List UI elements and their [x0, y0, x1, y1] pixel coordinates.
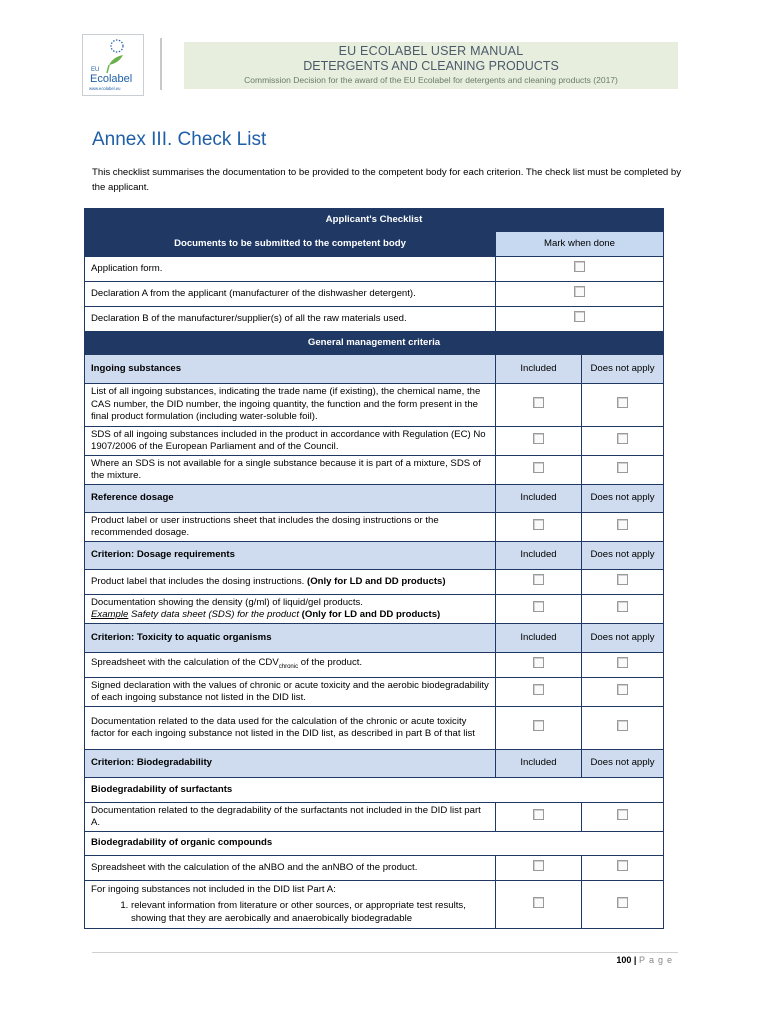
checkbox-not-apply[interactable]: [617, 897, 628, 908]
footer-separator: |: [633, 955, 637, 965]
ref-dosage-header: Reference dosage: [85, 485, 496, 513]
checkbox-not-apply[interactable]: [617, 860, 628, 871]
table-title-row: [85, 209, 664, 232]
checkbox-not-apply[interactable]: [617, 684, 628, 695]
row-label: Spreadsheet with the calculation of the aNBO and the anNBO of the product.: [85, 856, 496, 881]
checkbox-included[interactable]: [533, 397, 544, 408]
checkbox-included[interactable]: [533, 462, 544, 473]
checkbox-not-apply[interactable]: [617, 397, 628, 408]
checkbox-included[interactable]: [533, 809, 544, 820]
checkbox-included[interactable]: [533, 657, 544, 668]
row-label: Product label that includes the dosing instructions. (Only for LD and DD products): [85, 570, 496, 595]
checkbox-included[interactable]: [533, 519, 544, 530]
checkbox[interactable]: [574, 311, 585, 322]
biodegradability-header: Criterion: Biodegradability: [85, 750, 496, 778]
checkbox-not-apply[interactable]: [617, 720, 628, 731]
not-apply-header: Does not apply: [582, 624, 664, 653]
toxicity-header: Criterion: Toxicity to aquatic organisms: [85, 624, 496, 653]
footer-divider: [92, 952, 678, 953]
row-label: List of all ingoing substances, indicating the trade name (if existing), the chemical name, the CAS number, the DID number, the ingoing quantity, the function and the form present in the final product formulation (including water-soluble foil).: [85, 384, 496, 427]
page-footer: [616, 955, 676, 965]
row-label: Declaration B of the manufacturer/supplier(s) of all the raw materials used.: [85, 307, 496, 332]
table-row: [85, 707, 664, 750]
table-row: [85, 513, 664, 542]
checkbox[interactable]: [574, 261, 585, 272]
included-header: Included: [496, 542, 582, 570]
table-title: Applicant's Checklist: [85, 209, 664, 232]
included-header: Included: [496, 624, 582, 653]
row-label: SDS of all ingoing substances included in the product in accordance with Regulation (EC) No 1907/2006 of the European Parliament and of the Council.: [85, 427, 496, 456]
group-row: [85, 778, 664, 803]
included-header: Included: [496, 485, 582, 513]
row-label: Documentation related to the data used for the calculation of the chronic or acute toxicity factor for each ingoing substance not listed in the DID list, as described in part B of that list: [85, 707, 496, 750]
ecolabel-logo: [82, 34, 144, 96]
section-row: [85, 332, 664, 355]
checklist-table: [84, 208, 664, 929]
checkbox-not-apply[interactable]: [617, 433, 628, 444]
row-label: For ingoing substances not included in the DID list Part A: 1. relevant information from literature or other sources, or appropriate test results, showing that they are aerobically and anaerobically biodegradable: [85, 881, 496, 929]
row-label: Declaration A from the applicant (manufacturer of the dishwasher detergent).: [85, 282, 496, 307]
mark-header: Mark when done: [496, 232, 664, 257]
checkbox-not-apply[interactable]: [617, 809, 628, 820]
included-header: Included: [496, 355, 582, 384]
not-apply-header: Does not apply: [582, 485, 664, 513]
not-apply-header: Does not apply: [582, 355, 664, 384]
not-apply-header: Does not apply: [582, 542, 664, 570]
checkbox-included[interactable]: [533, 720, 544, 731]
table-row: [85, 678, 664, 707]
checkbox-included[interactable]: [533, 897, 544, 908]
surfactants-header: Biodegradability of surfactants: [85, 778, 664, 803]
checkbox-included[interactable]: [533, 433, 544, 444]
checkbox[interactable]: [574, 286, 585, 297]
table-row: [85, 282, 664, 307]
intro-paragraph: This checklist summarises the documentation to be provided to the competent body for each criterion. The check list must be completed by the applicant.: [92, 167, 682, 193]
checkbox-not-apply[interactable]: [617, 519, 628, 530]
checkbox-not-apply[interactable]: [617, 657, 628, 668]
table-row: [85, 803, 664, 832]
table-row: [85, 856, 664, 881]
list-item: 1. relevant information from literature or other sources, or appropriate test results, showing that they are aerobically and anaerobically biodegradable: [131, 900, 489, 925]
organic-header: Biodegradability of organic compounds: [85, 832, 664, 856]
header-title: EU ECOLABEL USER MANUAL: [338, 44, 524, 58]
table-row: [85, 881, 664, 929]
table-header-row: [85, 232, 664, 257]
table-row: [85, 427, 664, 456]
group-row: [85, 832, 664, 856]
ingoing-header: Ingoing substances: [85, 355, 496, 384]
table-row: [85, 307, 664, 332]
dosage-header: Criterion: Dosage requirements: [85, 542, 496, 570]
logo-url: www.ecolabel.eu: [89, 86, 121, 91]
logo-prefix: EU: [91, 67, 100, 73]
subheader-row: [85, 485, 664, 513]
table-row: [85, 595, 664, 624]
row-label: Spreadsheet with the calculation of the $CDV_{chronic}$ of the product.: [85, 653, 496, 678]
row-label: Documentation related to the degradability of the surfactants not included in the DID list part A.: [85, 803, 496, 832]
checkbox-included[interactable]: [533, 601, 544, 612]
row-label: Signed declaration with the values of chronic or acute toxicity and the aerobic biodegradability of each ingoing substance not listed in the DID list.: [85, 678, 496, 707]
row-label: Where an SDS is not available for a single substance because it is part of a mixture, SDS of the mixture.: [85, 456, 496, 485]
header-decision: Commission Decision for the award of the EU Ecolabel for detergents and cleaning products (2017): [244, 75, 618, 85]
not-apply-header: Does not apply: [582, 750, 664, 778]
page-word: Page: [638, 955, 676, 965]
row-label: Application form.: [85, 257, 496, 282]
general-header: General management criteria: [85, 332, 664, 355]
table-row: [85, 384, 664, 427]
checkbox-included[interactable]: [533, 684, 544, 695]
checkbox-not-apply[interactable]: [617, 601, 628, 612]
table-row: [85, 653, 664, 678]
logo-text: Ecolabel: [90, 73, 133, 85]
included-header: Included: [496, 750, 582, 778]
row-label: Documentation showing the density (g/ml) of liquid/gel products. Example Safety data sheet (SDS) for the product (Only for LD and DD products): [85, 595, 496, 624]
header-divider: [160, 38, 162, 90]
docs-header: Documents to be submitted to the competent body: [85, 232, 496, 257]
subheader-row: [85, 624, 664, 653]
subheader-row: [85, 355, 664, 384]
page-header: [184, 42, 678, 89]
table-row: [85, 257, 664, 282]
page-title: Annex III. Check List: [92, 129, 267, 150]
subheader-row: [85, 750, 664, 778]
checkbox-included[interactable]: [533, 860, 544, 871]
checkbox-included[interactable]: [533, 574, 544, 585]
row-label: Product label or user instructions sheet that includes the dosing instructions or the recommended dosage.: [85, 513, 496, 542]
table-row: [85, 570, 664, 595]
checkbox-not-apply[interactable]: [617, 462, 628, 473]
table-row: [85, 456, 664, 485]
checkbox-not-apply[interactable]: [617, 574, 628, 585]
subheader-row: [85, 542, 664, 570]
page-number: 100: [616, 955, 632, 965]
header-subtitle: DETERGENTS AND CLEANING PRODUCTS: [303, 59, 559, 73]
